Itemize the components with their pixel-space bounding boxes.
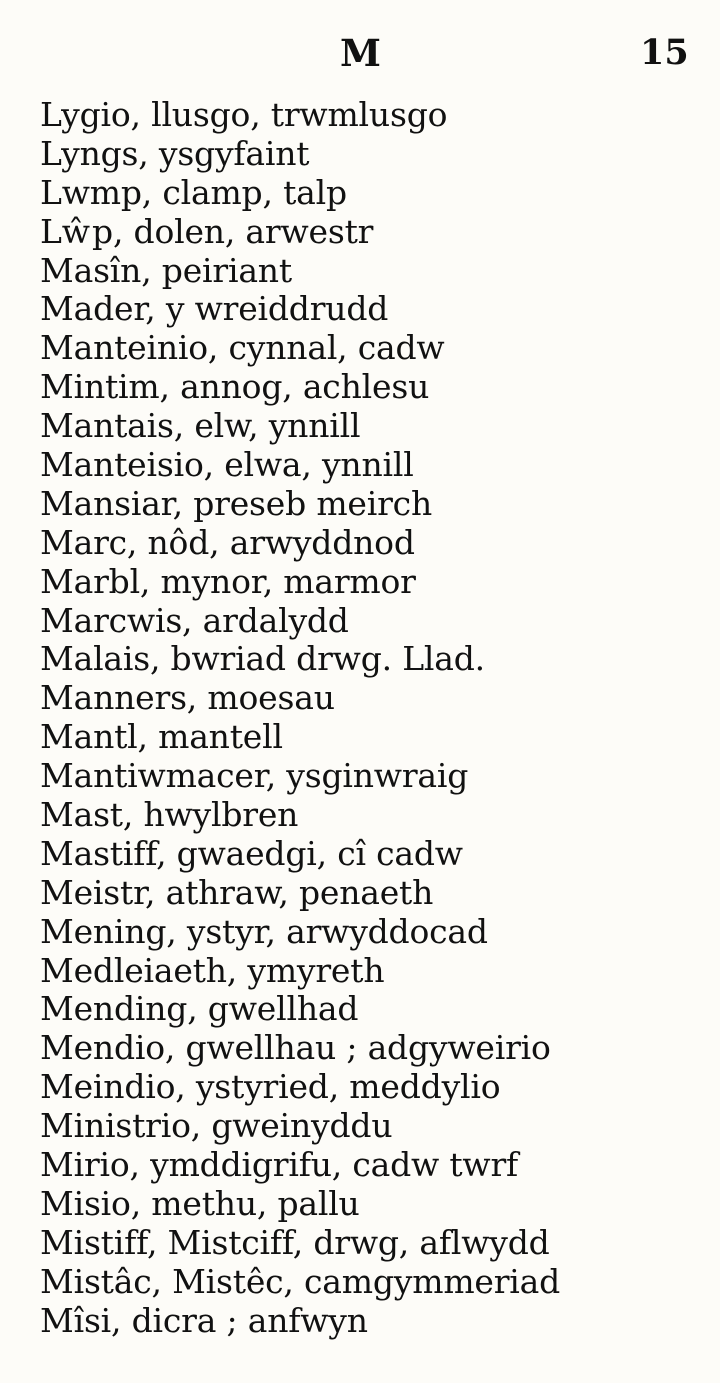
page-number: 15: [640, 32, 689, 73]
entry: Marcwis, ardalydd: [40, 600, 349, 640]
entry: Marc, nôd, arwyddnod: [40, 522, 415, 562]
entry: Medleiaeth, ymyreth: [40, 950, 385, 990]
entry: Ministrio, gweinyddu: [40, 1106, 393, 1146]
entry: Mantais, elw, ynnill: [40, 406, 361, 446]
entry: Mintim, annog, achlesu: [40, 367, 430, 407]
entry: Misio, methu, pallu: [40, 1183, 360, 1223]
entry: Malais, bwriad drwg. Llad.: [40, 639, 485, 679]
entry: Lŵp, dolen, arwestr: [40, 211, 374, 251]
entry: Mîsi, dicra ; anfwyn: [40, 1300, 368, 1340]
entry: Mastiff, gwaedgi, cî cadw: [40, 833, 463, 873]
entry: Mast, hwylbren: [40, 795, 299, 835]
entry: Mistiff, Mistciff, drwg, aflwydd: [40, 1222, 550, 1262]
entry: Manners, moesau: [40, 678, 335, 718]
entry: Manteisio, elwa, ynnill: [40, 445, 414, 485]
entry: Mening, ystyr, arwyddocad: [40, 911, 488, 951]
section-letter: M: [340, 31, 381, 75]
entry: Meistr, athraw, penaeth: [40, 872, 434, 912]
entry: Meindio, ystyried, meddylio: [40, 1067, 501, 1107]
entry: Mansiar, preseb meirch: [40, 483, 433, 523]
page-header: [0, 28, 720, 78]
entry: Mader, y wreiddrudd: [40, 289, 389, 329]
entry: Mantl, mantell: [40, 717, 283, 757]
entry: Mistâc, Mistêc, camgymmeriad: [40, 1261, 561, 1301]
entry: Lyngs, ysgyfaint: [40, 133, 310, 173]
entry-list: [40, 96, 710, 1341]
entry: Masîn, peiriant: [40, 250, 292, 290]
entry: Mirio, ymddigrifu, cadw twrf: [40, 1145, 519, 1185]
entry: Lwmp, clamp, talp: [40, 172, 347, 212]
entry: Marbl, mynor, marmor: [40, 561, 416, 601]
entry: Mendio, gwellhau ; adgyweirio: [40, 1028, 551, 1068]
entry: Mending, gwellhad: [40, 989, 359, 1029]
entry: Mantiwmacer, ysginwraig: [40, 756, 469, 796]
entry: Manteinio, cynnal, cadw: [40, 328, 445, 368]
entry: Lygio, llusgo, trwmlusgo: [40, 95, 448, 134]
